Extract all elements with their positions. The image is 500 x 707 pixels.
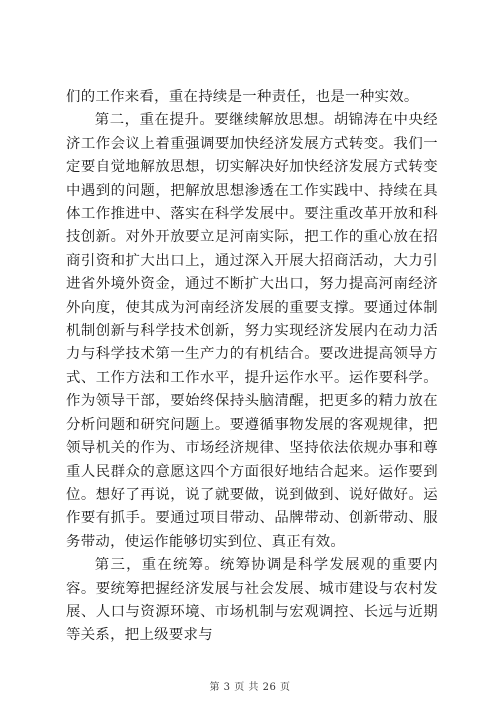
paragraph-third-point: 第三，重在统筹。统筹协调是科学发展观的重要内容。要统筹把握经济发展与社会发展、城市建设与农村发展、人口与资源环境、市场机制与宏观调控、长远与近期等关系，把上级要求与 <box>66 557 438 644</box>
paragraph-continuation: 们的工作来看，重在持续是一种责任，也是一种实效。 <box>66 89 419 105</box>
page-number-footer: 第 3 页 共 26 页 <box>209 682 291 693</box>
document-body <box>66 86 438 648</box>
paragraph-second-point: 第二，重在提升。要继续解放思想。胡锦涛在中央经济工作会议上着重强调要加快经济发展方式转变。我们一定要自觉地解放思想，切实解决好加快经济发展方式转变中遇到的问题，把解放思想渗透在工作实践中、持续在具体工作推进中、落实在科学发展中。要注重改革开放和科技创新。对外开放要立足河南实际，把工作的重心放在招商引资和扩大出口上，通过深入开展大招商活动，大力引进省外境外资金，通过不断扩大出口，努力提高河南经济外向度，使其成为河南经济发展的重要支撑。要通过体制机制创新与科学技术创新，努力实现经济发展内在动力活力与科学技术第一生产力的有机结合。要改进提高领导方式、工作方法和工作水平，提升运作水平。运作要科学。作为领导干部，要始终保持头脑清醒，把更多的精力放在分析问题和研究问题上。要遵循事物发展的客观规律，把领导机关的作为、市场经济规律、坚持依法依规办事和尊重人民群众的意愿这四个方面很好地结合起来。运作要到位。想好了再说，说了就要做，说到做到、说好做好。运作要有抓手。要通过项目带动、品牌带动、创新带动、服务带动，使运作能够切实到位、真正有效。 <box>66 112 438 550</box>
